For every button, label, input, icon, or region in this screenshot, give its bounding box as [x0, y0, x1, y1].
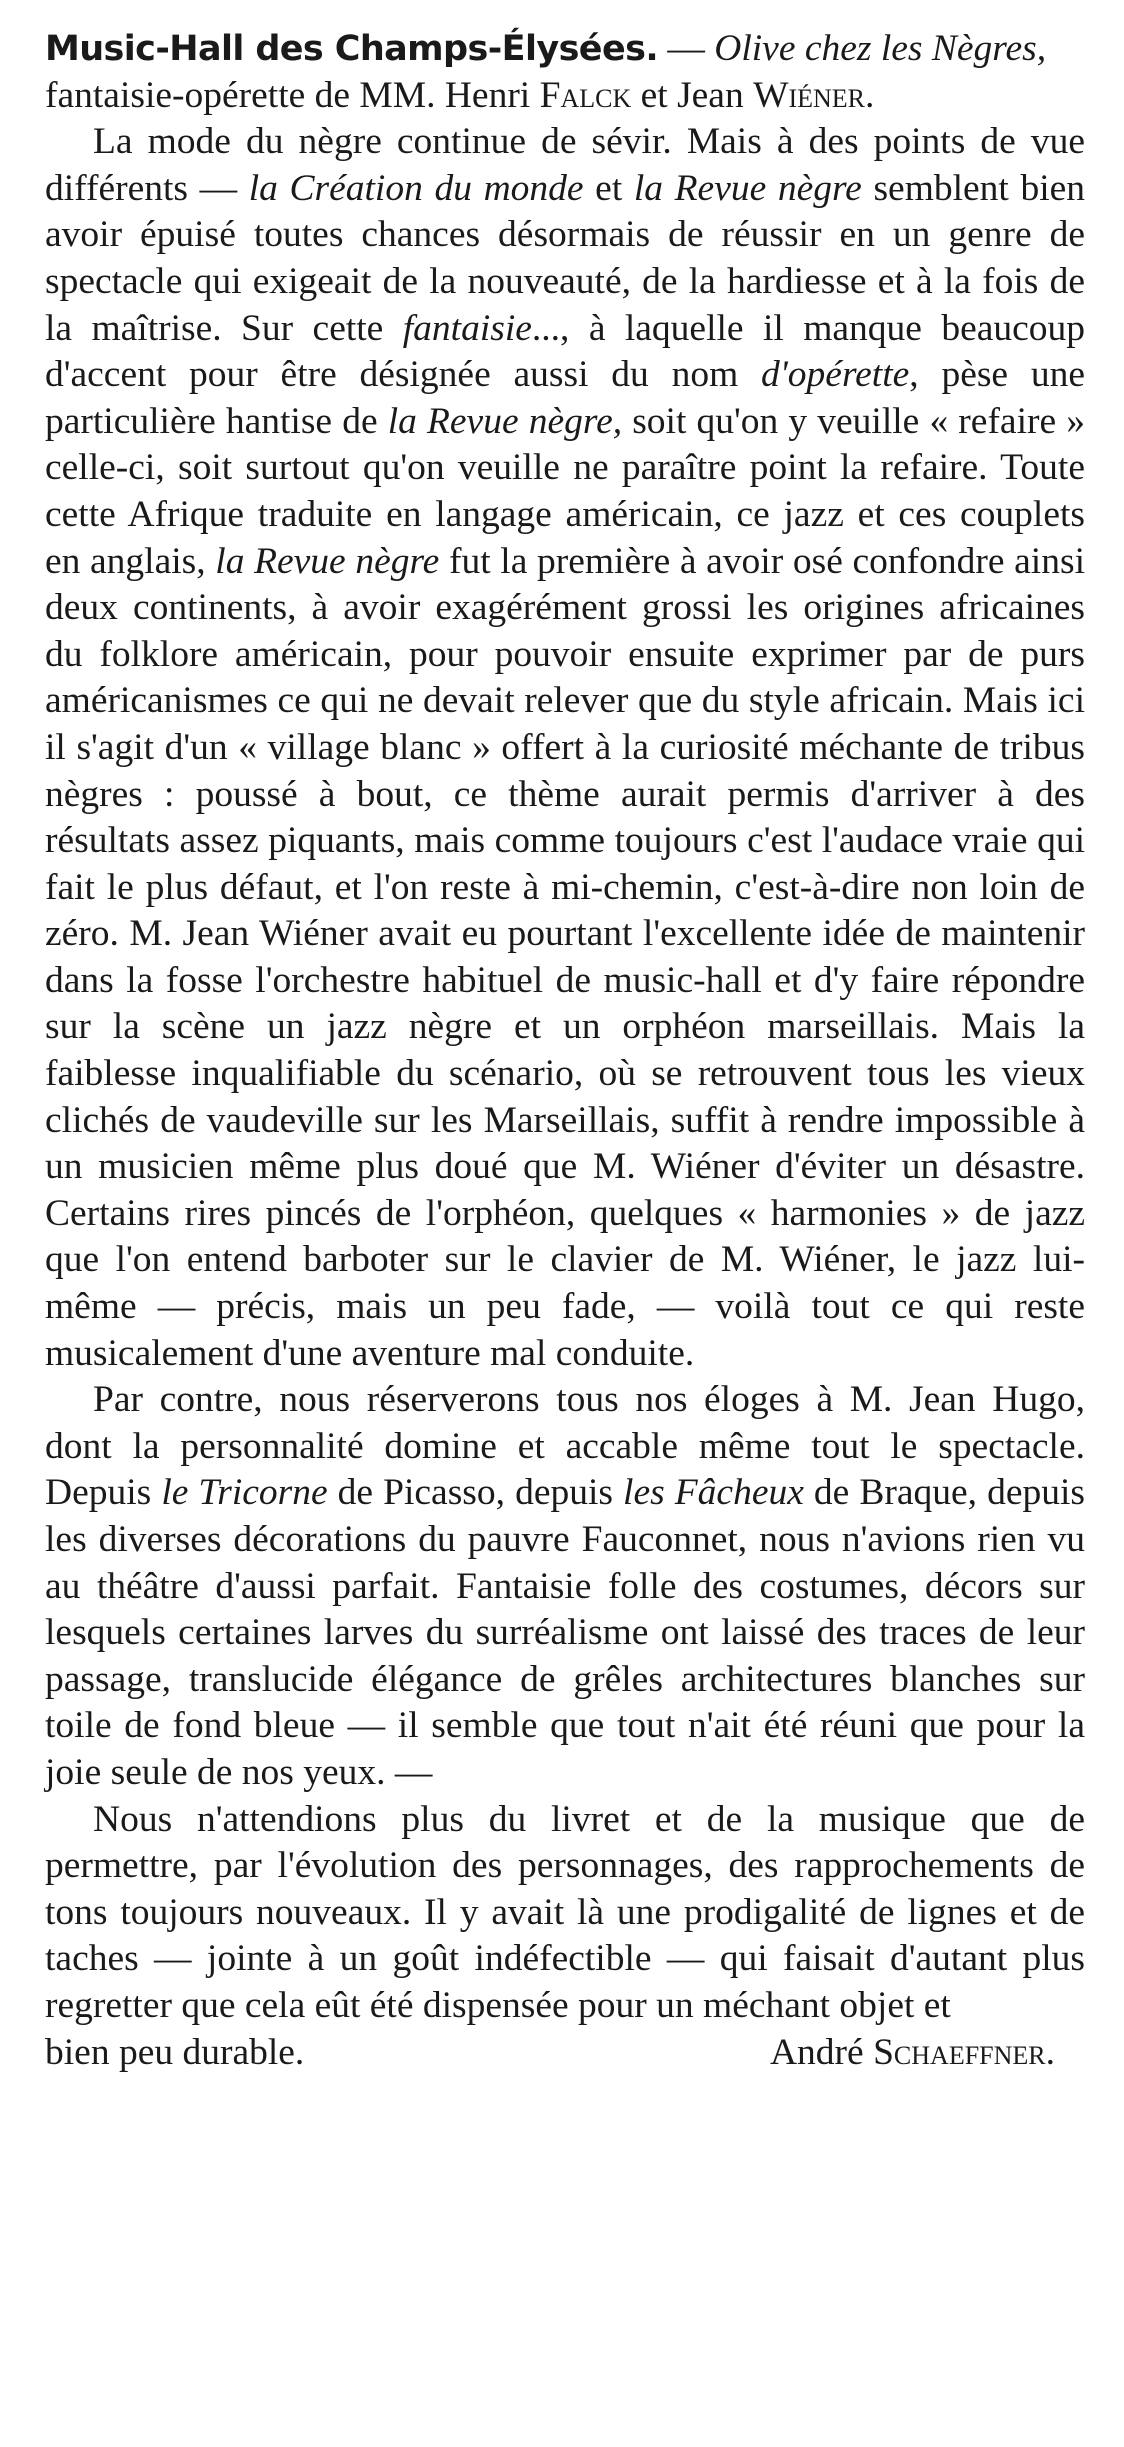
p1-text-5: , pèse une particulière hantise de	[45, 354, 1085, 442]
signature	[770, 2030, 1085, 2077]
closing-line	[45, 2030, 1085, 2077]
p1-italic-fantaisie: fantaisie	[402, 307, 532, 349]
p2-text-1: Par contre, nous réserverons tous nos éloges à M. Jean Hugo, dont la personnalité domine et accable même tout le spectacle. Depuis	[45, 1379, 1085, 1514]
p1-text-2: et	[583, 167, 634, 209]
author-wiener: Wiéner	[753, 74, 866, 116]
subtitle-prefix: fantaisie-opérette de MM. Henri	[45, 74, 540, 116]
p1-italic-revue-negre-2: la Revue nègre,	[387, 400, 623, 442]
p1-text-7: fut la première à avoir osé confondre ainsi deux continents, à avoir exagérément grossi les origines africaines du folklore américain, pour pouvoir ensuite exprimer par de purs américanismes ce qui ne devait relever que du style africain. Mais ici il s'agit d'un « village blanc » offert à la curiosité méchante de tribus nègres : poussé à bout, ce thème aurait permis d'arriver à des résultats assez piquants, mais comme toujours c'est l'audace vraie qui fait le plus défaut, et l'on reste à mi-chemin, c'est-à-dire non loin de zéro. M. Jean Wiéner avait eu pourtant l'excellente idée de maintenir dans la fosse l'orchestre habituel de music-hall et d'y faire répondre sur la scène un jazz nègre et un orphéon marseillais. Mais la faiblesse inqualifiable du scénario, où se retrouvent tous les vieux clichés de vaudeville sur les Marseillais, suffit à rendre impossible à un musicien même plus doué que M. Wiéner d'éviter un désastre. Certains rires pincés de l'orphéon, quelques « harmonies » de jazz que l'on entend barboter sur le clavier de M. Wiéner, le jazz lui-même — précis, mais un peu fade, — voilà tout ce qui reste musicalement d'une aventure mal conduite.	[45, 540, 1085, 1374]
p2-italic-tricorne: le Tricorne	[161, 1472, 328, 1514]
p1-italic-revue-negre-3: la Revue nègre	[215, 540, 440, 582]
subtitle-middle: et Jean	[631, 74, 754, 116]
header-dash: —	[658, 28, 715, 69]
p1-text-1: La mode du nègre continue de sévir. Mais à des points de vue différents —	[45, 121, 1085, 209]
p1-italic-creation-du-monde: la Création du monde	[248, 167, 584, 209]
paragraph-3	[45, 1797, 1085, 2030]
p2-text-2: de Picasso, depuis	[327, 1472, 624, 1514]
venue-heading: Music-Hall des Champs-Élysées.	[45, 29, 659, 69]
article-header	[45, 26, 1085, 119]
p1-italic-operette: d'opérette	[761, 354, 910, 396]
subtitle-end: .	[865, 74, 875, 116]
p1-text-3: semblent bien avoir épuisé toutes chances désormais de réussir en un genre de spectacle qui exigeait de la nouveauté, de la hardiesse et à la fois de la maîtrise. Sur cette	[45, 167, 1086, 349]
p3-text: Nous n'attendions plus du livret et de la musique que de permettre, par l'évolution des personnages, des rapprochements de tons toujours nouveaux. Il y avait là une prodigalité de lignes et de taches — jointe à un goût indéfectible — qui faisait d'autant plus regretter que cela eût été dispensée pour un méchant objet et	[45, 1798, 1085, 2026]
p3-last-words: bien peu durable.	[45, 2031, 305, 2073]
p2-text-3: de Braque, depuis les diverses décorations du pauvre Fauconnet, nous n'avions rien vu au théâtre d'aussi parfait. Fantaisie folle des costumes, décors sur lesquels certaines larves du surréalisme ont laissé des traces de leur passage, translucide élégance de grêles architectures blanches sur toile de fond bleue — il semble que tout n'ait été réuni que pour la joie seule de nos yeux. —	[45, 1472, 1086, 1793]
signature-last-name: Schaeffner	[873, 2031, 1046, 2073]
paragraph-1	[45, 119, 1085, 1377]
signature-period: .	[1045, 2031, 1055, 2073]
p1-italic-revue-negre: la Revue nègre	[633, 167, 862, 209]
article	[45, 26, 1085, 2416]
signature-first-name: André	[769, 2031, 874, 2073]
paragraph-2	[45, 1377, 1085, 1796]
p1-text-4: ..., à laquelle il manque beaucoup d'accent pour être désignée aussi du nom	[45, 307, 1085, 396]
p2-italic-facheux: les Fâcheux	[623, 1472, 804, 1514]
author-falck: Falck	[539, 74, 632, 116]
show-title: Olive chez les Nègres,	[714, 28, 1047, 69]
p1-text-6: soit qu'on y veuille « refaire » celle-ci, soit surtout qu'on veuille ne paraître point la refaire. Toute cette Afrique traduite en langage américain, ce jazz et ces couplets en anglais,	[45, 400, 1085, 582]
